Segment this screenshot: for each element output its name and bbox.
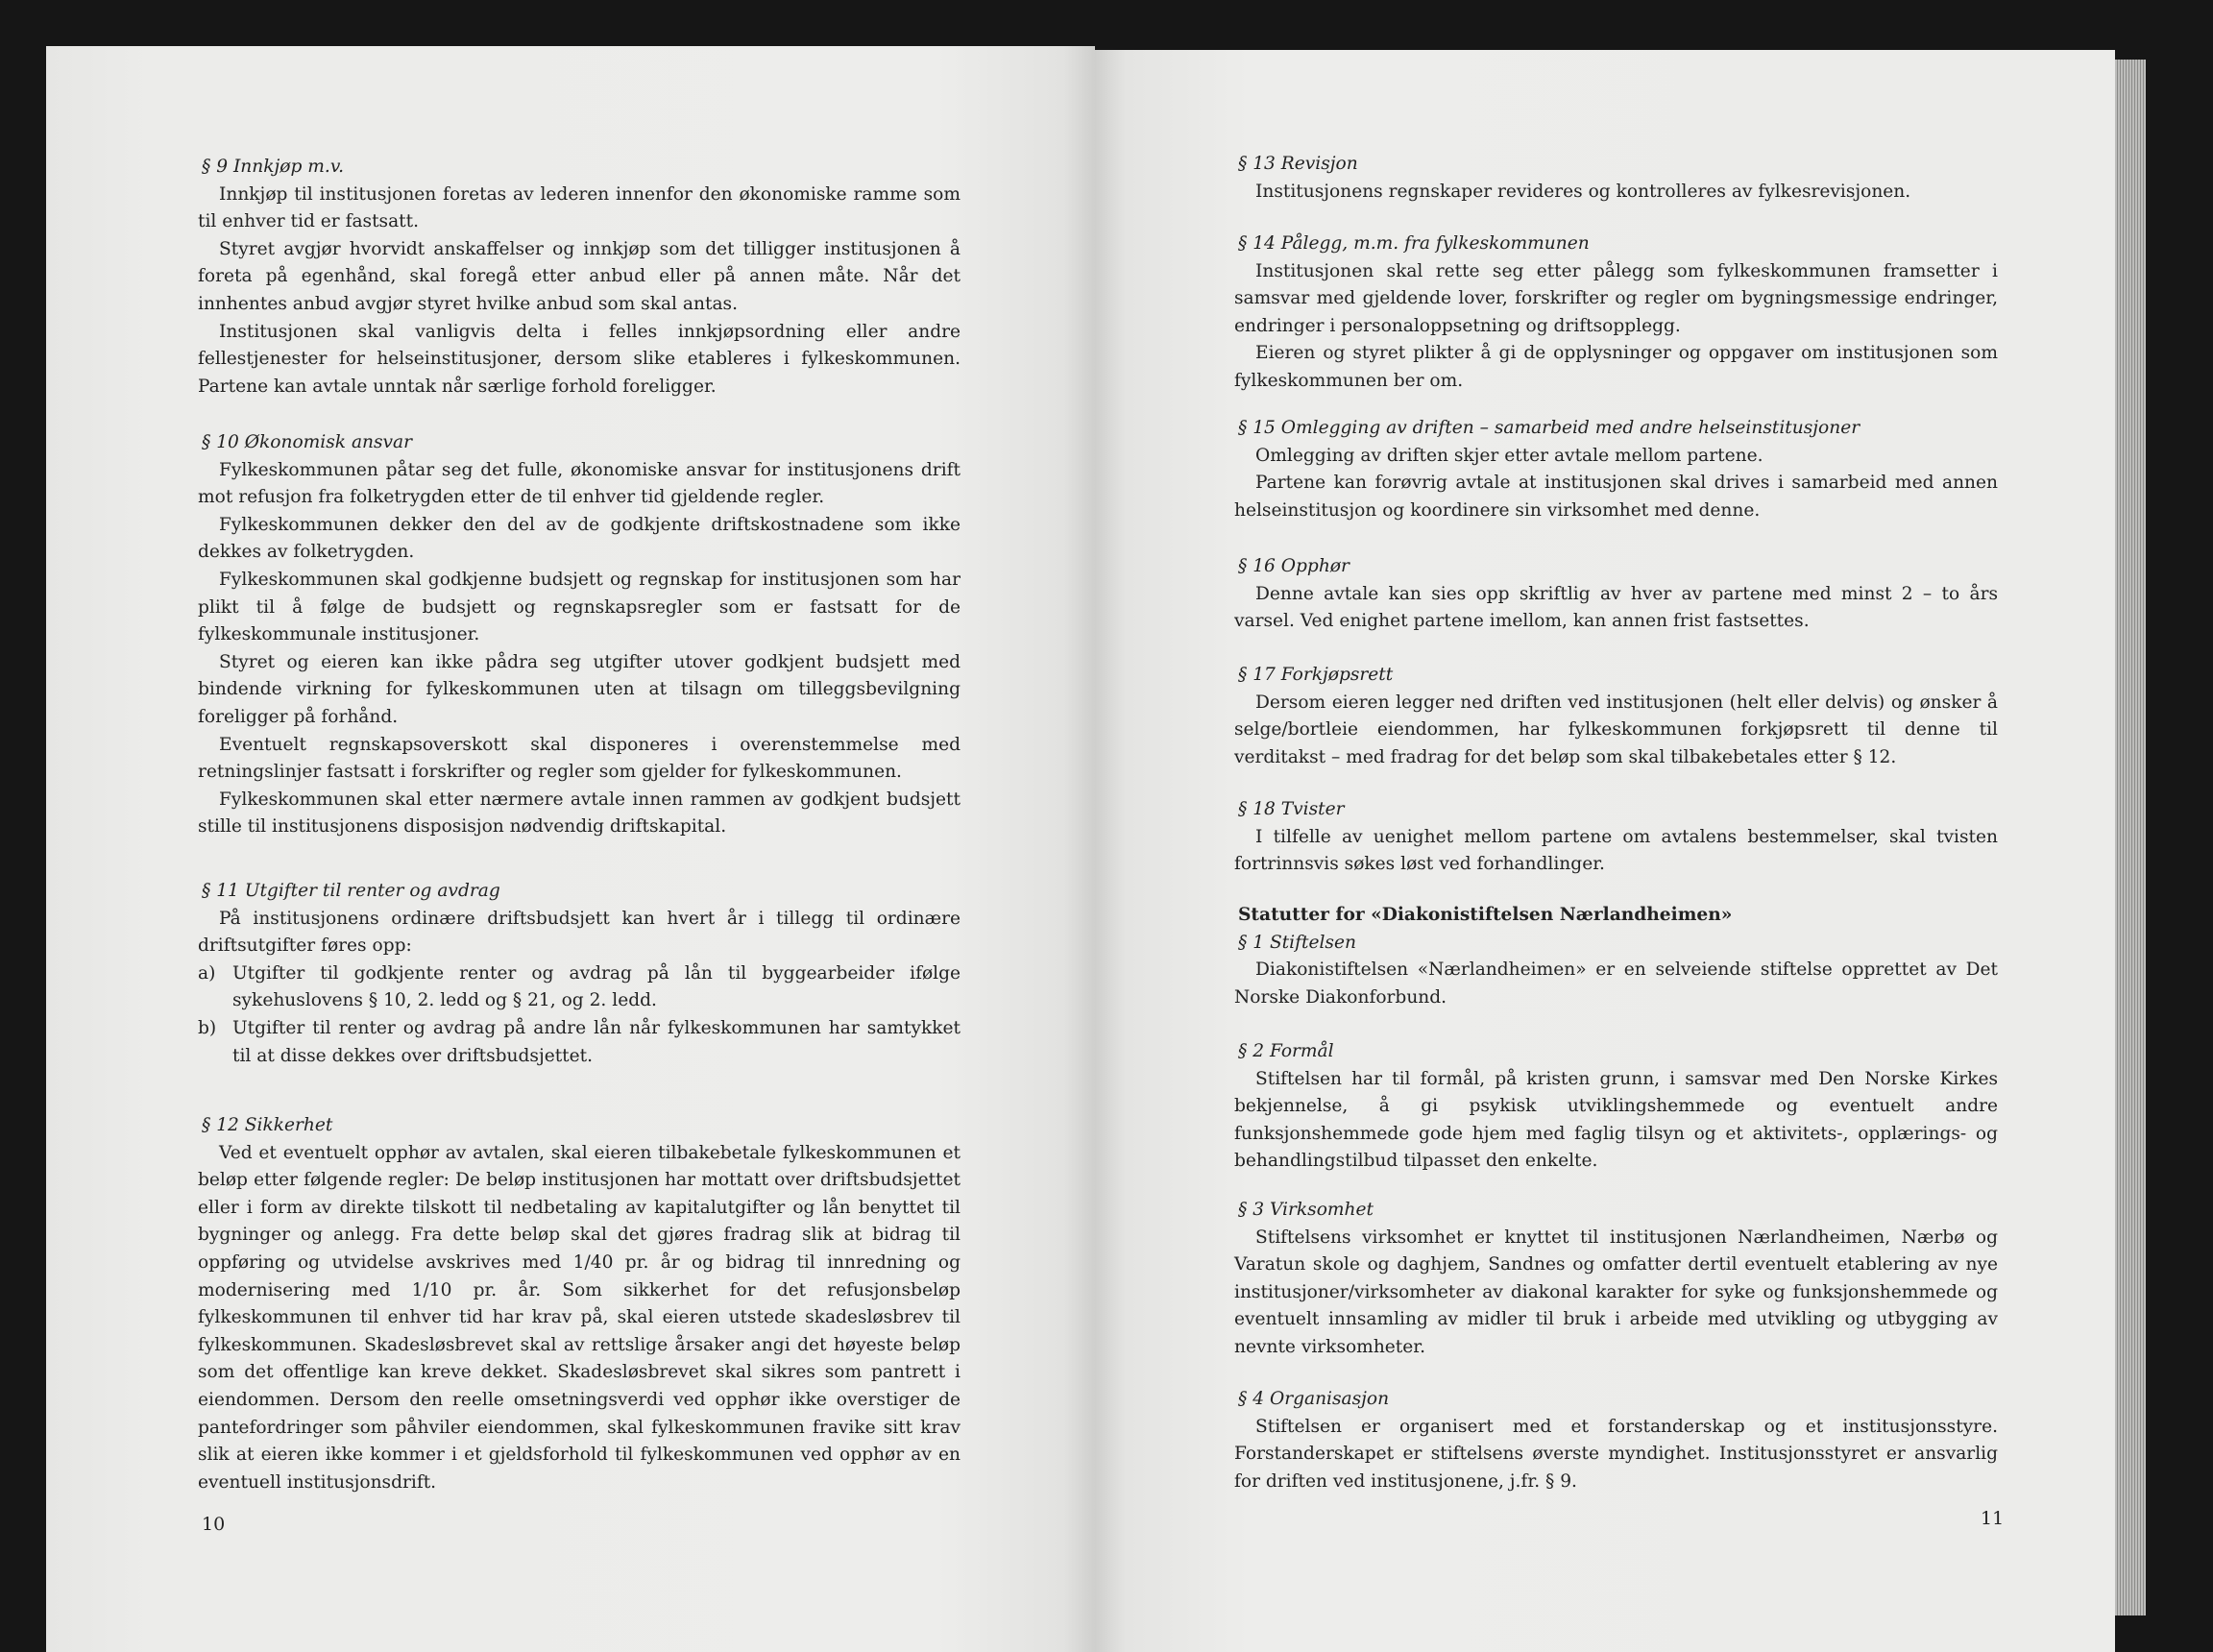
- paragraph: Eieren og styret plikter å gi de opplysninger og oppgaver om institusjonen som fylkeskommunen ber om.: [1234, 343, 1998, 391]
- page-number-left: 10: [202, 1514, 226, 1535]
- paragraph: Eventuelt regnskapsoverskott skal disponeres i overenstemmelse med retningslinjer fastsatt i forskrifter og regler som gjelder for fylkeskommunen.: [198, 734, 961, 783]
- paragraph: Institusjonens regnskaper revideres og kontrolleres av fylkesrevisjonen.: [1255, 181, 1911, 202]
- paragraph: Partene kan forøvrig avtale at institusjonen skal drives i samarbeid med annen helseinstitusjon og koordinere sin virksomhet med denne.: [1234, 473, 1998, 521]
- section-heading: § 13 Revisjon: [1238, 154, 1358, 174]
- section: [1234, 151, 1998, 206]
- section-heading: § 15 Omlegging av driften – samarbeid med andre helseinstitusjoner: [1238, 418, 1860, 438]
- section: [198, 154, 961, 401]
- section-heading: § 14 Pålegg, m.m. fra fylkeskommunen: [1238, 233, 1590, 254]
- section-heading: § 1 Stiftelsen: [1238, 932, 1356, 953]
- section: [1234, 553, 1998, 636]
- section-heading: § 10 Økonomisk ansvar: [202, 432, 413, 452]
- section-heading: § 18 Tvister: [1238, 799, 1345, 819]
- section-heading: § 12 Sikkerhet: [202, 1115, 333, 1135]
- paragraph: Omlegging av driften skjer etter avtale mellom partene.: [1255, 445, 1763, 466]
- section: [1234, 1386, 1998, 1495]
- statutes-title: Statutter for «Diakonistiftelsen Nærlandheimen»: [1238, 905, 1733, 925]
- section: [1234, 1038, 1998, 1176]
- section: [1234, 902, 1998, 1011]
- paragraph: Fylkeskommunen skal godkjenne budsjett og regnskap for institusjonen som har plikt til å følge de budsjett og regnskapsregler som er fastsatt for de fylkeskommunale institusjoner.: [198, 569, 961, 645]
- list-text: Utgifter til renter og avdrag på andre lån når fylkeskommunen har samtykket til at disse dekkes over driftsbudsjettet.: [232, 1017, 961, 1066]
- list-marker: a): [198, 962, 216, 984]
- paragraph: Diakonistiftelsen «Nærlandheimen» er en selveiende stiftelse opprettet av Det Norske Diakonforbund.: [1234, 960, 1998, 1008]
- paragraph: På institusjonens ordinære driftsbudsjett kan hvert år i tillegg til ordinære driftsutgifter føres opp:: [198, 908, 961, 957]
- list-marker: b): [198, 1017, 217, 1038]
- list-item: [198, 1015, 961, 1070]
- section: [198, 878, 961, 1070]
- section-heading: § 2 Formål: [1238, 1041, 1334, 1061]
- section-heading: § 9 Innkjøp m.v.: [202, 157, 345, 177]
- section: [198, 1112, 961, 1496]
- paragraph: Dersom eieren legger ned driften ved institusjonen (helt eller delvis) og ønsker å selge/bortleie eiendommen, har fylkeskommunen forkjøpsrett til denne til verditakst – med fradrag for det beløp som skal tilbakebetales etter § 12.: [1234, 692, 1998, 767]
- paragraph: Institusjonen skal vanligvis delta i felles innkjøpsordning eller andre fellestjenester for helseinstitusjoner, dersom slike etableres i fylkeskommunen. Partene kan avtale unntak når særlige forhold foreligger.: [198, 321, 961, 397]
- paragraph: Stiftelsen er organisert med et forstanderskap og et institusjonsstyre. Forstanderskapet er stiftelsens øverste myndighet. Institusjonsstyret er ansvarlig for driften ved institusjonene, j.fr. § 9.: [1234, 1416, 1998, 1492]
- section-heading: § 17 Forkjøpsrett: [1238, 665, 1394, 685]
- paragraph: Stiftelsen har til formål, på kristen grunn, i samsvar med Den Norske Kirkes bekjennelse, å gi psykisk utviklingshemmede og eventuelt andre funksjonshemmede gode hjem med faglig tilsyn og et aktivitets-, opplærings- og behandlingstilbud tilpasset den enkelte.: [1234, 1068, 1998, 1172]
- section: [1234, 231, 1998, 396]
- page-edges: [2115, 60, 2146, 1616]
- paragraph: Institusjonen skal rette seg etter pålegg som fylkeskommunen framsetter i samsvar med gjeldende lover, forskrifter og regler om bygningsmessige endringer, endringer i personaloppsetning og driftsopplegg.: [1234, 260, 1998, 336]
- section: [1234, 415, 1998, 524]
- paragraph: Fylkeskommunen påtar seg det fulle, økonomiske ansvar for institusjonens drift mot refusjon fra folketrygden etter de til enhver tid gjeldende regler.: [198, 459, 961, 508]
- paragraph: Ved et eventuelt opphør av avtalen, skal eieren tilbakebetale fylkeskommunen et beløp etter følgende regler: De beløp institusjonen har mottatt over driftsbudsjettet eller i form av direkte tilskott til nedbetaling av kapitalutgifter og lån benyttet til bygninger og anlegg. Fra dette beløp skal det gjøres fradrag slik at bidrag til oppføring og utvidelse avskrives med 1/40 pr. år og bidrag til innredning og modernisering med 1/10 pr. år. Som sikkerhet for det refusjonsbeløp fylkeskommunen til enhver tid har krav på, skal eieren utstede skadesløsbrev til fylkeskommunen. Skadesløsbrevet skal av rettslige årsaker angi det høyeste beløp som det offentlige kan kreve dekket. Skadesløsbrevet skal sikres som pantrett i eiendommen. Dersom den reelle omsetningsverdi ved opphør ikke overstiger de pantefordringer som påhviler eiendommen, skal fylkeskommunen fravike sitt krav slik at eieren ikke kommer i et gjeldsforhold til fylkeskommunen ved opphør av en eventuell institusjonsdrift.: [198, 1142, 961, 1493]
- paragraph: Denne avtale kan sies opp skriftlig av hver av partene med minst 2 – to års varsel. Ved enighet partene imellom, kan annen frist fastsettes.: [1234, 583, 1998, 632]
- list-item: [198, 960, 961, 1015]
- section: [1234, 796, 1998, 879]
- section: [1234, 662, 1998, 771]
- paragraph: Stiftelsens virksomhet er knyttet til institusjonen Nærlandheimen, Nærbø og Varatun skole og daghjem, Sandnes og omfatter dertil eventuelt etablering av nye institusjoner/virksomheter av diakonal karakter for syke og funksjonshemmede og eventuelt innsamling av midler til bruk i arbeide med utvikling og utbygging av nevnte virksomheter.: [1234, 1227, 1998, 1357]
- paragraph: I tilfelle av uenighet mellom partene om avtalens bestemmelser, skal tvisten fortrinnsvis søkes løst ved forhandlinger.: [1234, 826, 1998, 875]
- list-text: Utgifter til godkjente renter og avdrag på lån til byggearbeider ifølge sykehuslovens § 10, 2. ledd og § 21, og 2. ledd.: [232, 962, 961, 1011]
- section-heading: § 16 Opphør: [1238, 556, 1350, 576]
- section-heading: § 11 Utgifter til renter og avdrag: [202, 881, 500, 901]
- paragraph: Styret og eieren kan ikke pådra seg utgifter utover godkjent budsjett med bindende virkning for fylkeskommunen uten at tilsagn om tilleggsbevilgning foreligger på forhånd.: [198, 651, 961, 727]
- paragraph: Innkjøp til institusjonen foretas av lederen innenfor den økonomiske ramme som til enhver tid er fastsatt.: [198, 183, 961, 232]
- paragraph: Styret avgjør hvorvidt anskaffelser og innkjøp som det tilligger institusjonen å foreta på egenhånd, skal foregå etter anbud eller på annen måte. Når det innhentes anbud avgjør styret hvilke anbud som skal antas.: [198, 238, 961, 314]
- section: [198, 429, 961, 841]
- paragraph: Fylkeskommunen dekker den del av de godkjente driftskostnadene som ikke dekkes av folketrygden.: [198, 514, 961, 563]
- section-heading: § 3 Virksomhet: [1238, 1200, 1374, 1220]
- section: [1234, 1197, 1998, 1362]
- section-heading: § 4 Organisasjon: [1238, 1389, 1390, 1409]
- paragraph: Fylkeskommunen skal etter nærmere avtale innen rammen av godkjent budsjett stille til institusjonens disposisjon nødvendig driftskapital.: [198, 789, 961, 838]
- page-number-right: 11: [1981, 1508, 2005, 1529]
